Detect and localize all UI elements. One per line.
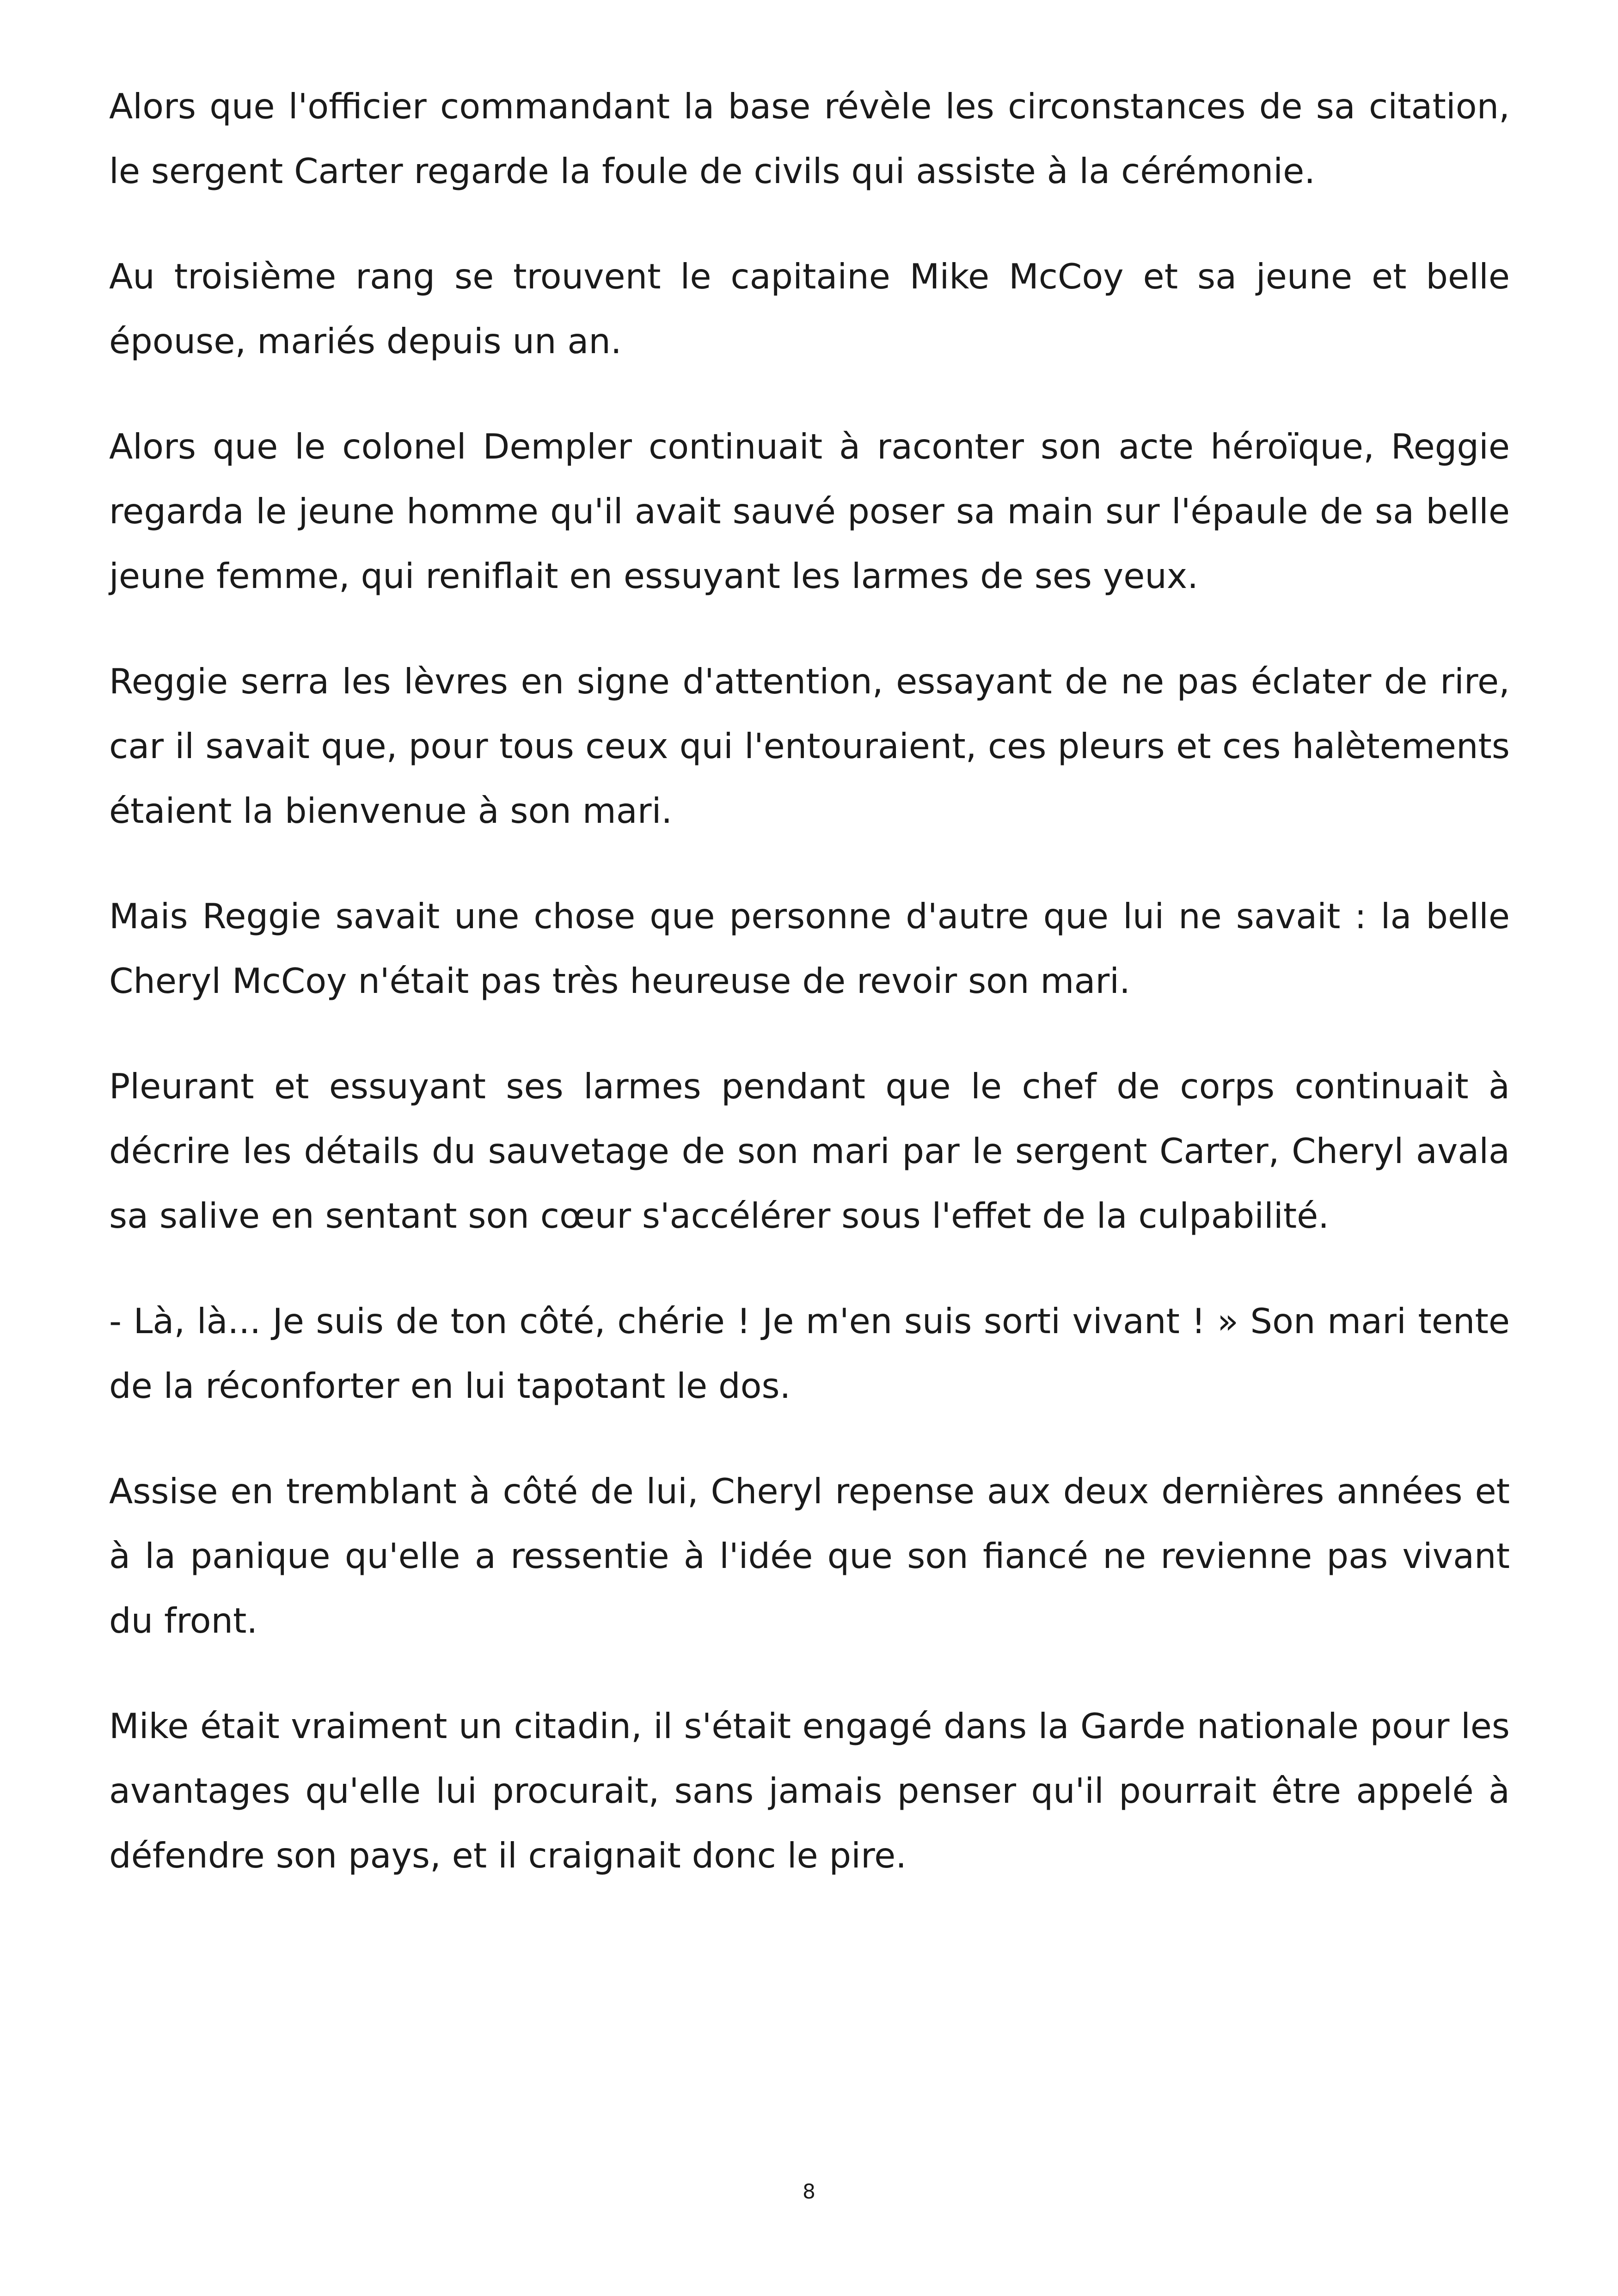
paragraph-3: Alors que le colonel Dempler continuait à raconter son acte héroïque, Reggie regarda le jeune homme qu'il avait sauvé poser sa main sur l'épaule de sa belle jeune femme, qui reniflait en essuyant les larmes de ses yeux. bbox=[109, 426, 1510, 596]
paragraph-4: Reggie serra les lèvres en signe d'attention, essayant de ne pas éclater de rire, car il savait que, pour tous ceux qui l'entouraient, ces pleurs et ces halètements étaient la bienvenue à son mari. bbox=[109, 661, 1510, 831]
body-text bbox=[109, 74, 1510, 1929]
paragraph-6: Pleurant et essuyant ses larmes pendant que le chef de corps continuait à décrire les détails du sauvetage de son mari par le sergent Carter, Cheryl avala sa salive en sentant son cœur s'accélérer sous l'effet de la culpabilité. bbox=[109, 1066, 1510, 1236]
paragraph-9: Mike était vraiment un citadin, il s'était engagé dans la Garde nationale pour les avantages qu'elle lui procurait, sans jamais penser qu'il pourrait être appelé à défendre son pays, et il craignait donc le pire. bbox=[109, 1706, 1510, 1876]
paragraph-8: Assise en tremblant à côté de lui, Cheryl repense aux deux dernières années et à la panique qu'elle a ressentie à l'idée que son fiancé ne revienne pas vivant du front. bbox=[109, 1471, 1510, 1641]
paragraph-7: - Là, là... Je suis de ton côté, chérie ! Je m'en suis sorti vivant ! » Son mari tente de la réconforter en lui tapotant le dos. bbox=[109, 1301, 1510, 1406]
paragraph-5: Mais Reggie savait une chose que personne d'autre que lui ne savait : la belle Cheryl McCoy n'était pas très heureuse de revoir son mari. bbox=[109, 896, 1510, 1001]
paragraph-2: Au troisième rang se trouvent le capitaine Mike McCoy et sa jeune et belle épouse, mariés depuis un an. bbox=[109, 256, 1510, 361]
page-number: 8 bbox=[803, 2180, 815, 2204]
paragraph-1: Alors que l'officier commandant la base révèle les circonstances de sa citation, le sergent Carter regarde la foule de civils qui assiste à la cérémonie. bbox=[109, 86, 1510, 191]
